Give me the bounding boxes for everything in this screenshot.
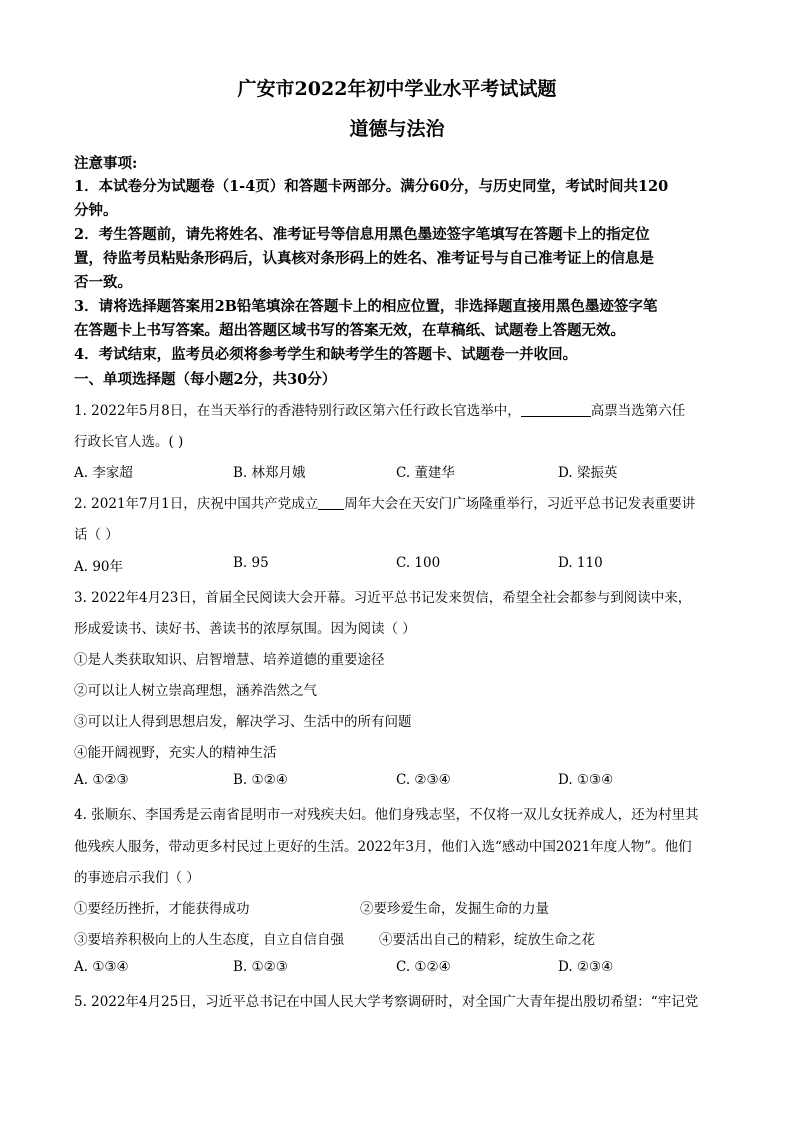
notice-line-3: 2．考生答题前，请先将姓名、准考证号等信息用黑色墨迹签字笔填写在答题卡上的指定位 (74, 226, 650, 243)
question-3-statement-3: ③可以让人得到思想启发，解决学习、生活中的所有问题 (74, 714, 412, 730)
question-2-option-c: C. 100 (396, 555, 441, 571)
notice-line-1: 1．本试卷分为试题卷（1-4页）和答题卡两部分。满分60分，与历史同堂，考试时间共120 (74, 178, 669, 195)
question-2-line-1 (74, 492, 695, 512)
notice-line-8: 4．考试结束，监考员必须将参考学生和缺考学生的答题卡、试题卷一并收回。 (74, 346, 578, 363)
question-4-statement-3: ③要培养积极向上的人生态度，自立自信自强 (74, 932, 344, 948)
exam-title: 广安市2022年初中学业水平考试试题 (237, 78, 557, 100)
question-2-option-a: A. 90年 (74, 559, 124, 575)
question-3-statement-1: ①是人类获取知识、启智增慧、培养道德的重要途径 (74, 652, 385, 668)
notice-line-6: 3．请将选择题答案用2B铅笔填涂在答题卡上的相应位置，非选择题直接用黑色墨迹签字笔 (74, 298, 658, 315)
question-3-line-2: 形成爱读书、读好书、善读书的浓厚氛围。因为阅读（ ） (74, 621, 416, 637)
question-2-text-cont: 周年大会在天安门广场隆重举行，习近平总书记发表重要讲 (344, 496, 696, 512)
question-1-line-1 (74, 399, 685, 419)
notice-line-7: 在答题卡上书写答案。超出答题区域书写的答案无效，在草稿纸、试题卷上答题无效。 (74, 322, 625, 339)
question-2-text: 2. 2021年7月1日，庆祝中国共产党成立 (74, 496, 319, 512)
answer-blank (318, 496, 344, 511)
question-1-text: 1. 2022年5月8日，在当天举行的香港特别行政区第六任行政长官选举中， (74, 403, 521, 419)
question-2-option-b: B. 95 (233, 555, 269, 571)
notice-line-4: 置，待监考员粘贴条形码后，认真核对条形码上的姓名、准考证号与自己准考证上的信息是 (74, 250, 654, 267)
question-4-line-1: 4. 张顺东、李国秀是云南省昆明市一对残疾夫妇。他们身残志坚，不仅将一双儿女抚养成人，还为村里其 (74, 807, 699, 823)
question-4-statement-2: ②要珍爱生命，发掘生命的力量 (360, 901, 549, 917)
question-1-option-c: C. 董建华 (396, 465, 455, 481)
question-1-line-2: 行政长官人选。( ) (74, 434, 184, 450)
exam-subject: 道德与法治 (349, 118, 445, 140)
question-2-line-2: 话（ ） (74, 527, 119, 543)
question-5-line-1: 5. 2022年4月25日，习近平总书记在中国人民大学考察调研时，对全国广大青年提出殷切希望：“牢记党 (74, 994, 699, 1010)
answer-blank (521, 403, 591, 418)
question-3-option-a: A. ①②③ (74, 772, 129, 788)
question-4-option-a: A. ①③④ (74, 959, 129, 975)
notice-heading: 注意事项: (74, 155, 138, 172)
question-2-option-d: D. 110 (558, 555, 603, 571)
notice-line-2: 分钟。 (74, 202, 118, 219)
question-4-statement-1: ①要经历挫折，才能获得成功 (74, 901, 250, 917)
notice-line-5: 否一致。 (74, 274, 132, 291)
question-1-text-cont: 高票当选第六任 (590, 403, 686, 419)
section-heading: 一、单项选择题（每小题2分，共30分） (74, 371, 337, 388)
question-3-option-c: C. ②③④ (396, 772, 451, 788)
question-1-option-d: D. 梁振英 (558, 465, 618, 481)
question-4-option-b: B. ①②③ (233, 959, 288, 975)
question-4-line-3: 的事迹启示我们（ ） (74, 870, 200, 886)
question-3-option-b: B. ①②④ (233, 772, 288, 788)
question-1-option-b: B. 林郑月娥 (233, 465, 306, 481)
question-3-line-1: 3. 2022年4月23日，首届全民阅读大会开幕。习近平总书记发来贺信，希望全社会都参与到阅读中来， (74, 590, 692, 606)
question-3-statement-2: ②可以让人树立崇高理想，涵养浩然之气 (74, 683, 317, 699)
question-4-statement-4: ④要活出自己的精彩，绽放生命之花 (379, 932, 595, 948)
question-1-option-a: A. 李家超 (74, 465, 133, 481)
question-4-option-c: C. ①②④ (396, 959, 451, 975)
question-4-line-2: 他残疾人服务，带动更多村民过上更好的生活。2022年3月，他们入选“感动中国2021年度人物”。他们 (74, 839, 692, 855)
question-4-option-d: D. ②③④ (558, 959, 614, 975)
question-3-option-d: D. ①③④ (558, 772, 614, 788)
question-3-statement-4: ④能开阔视野，充实人的精神生活 (74, 745, 277, 761)
